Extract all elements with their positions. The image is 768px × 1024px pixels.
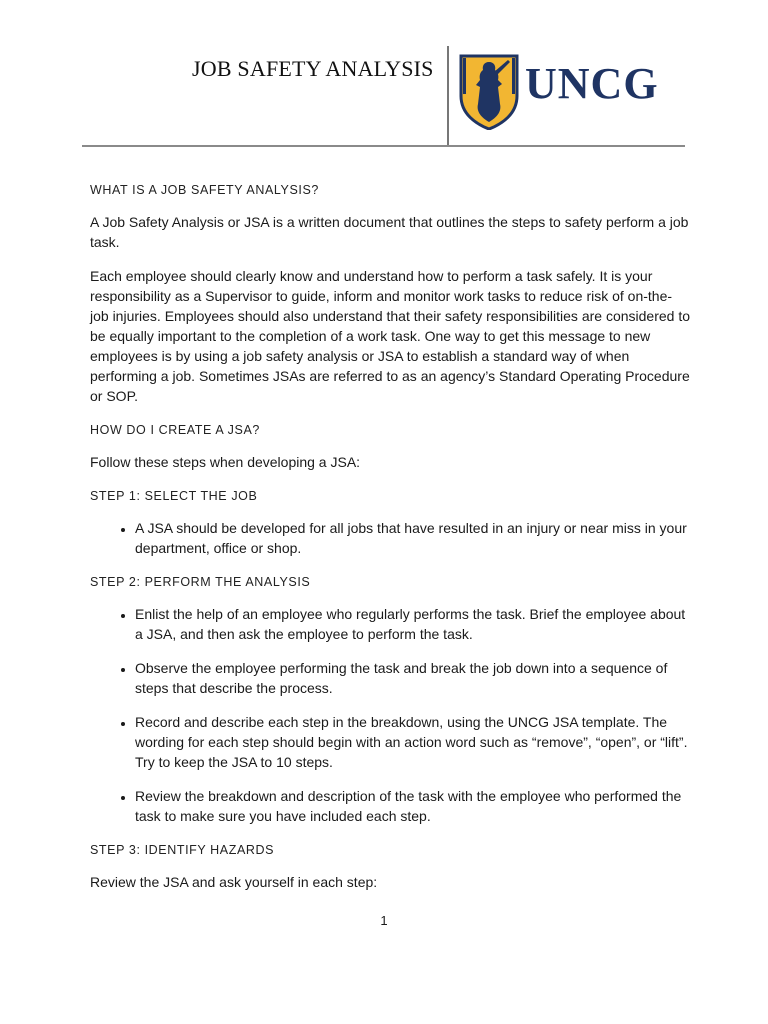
uncg-logo-text: UNCG [525,59,659,108]
document-body [90,180,690,906]
list-item: • Enlist the help of an employee who regularly performs the task. Brief the employee about a JSA, and then ask the employee to perform the task. [135,604,690,644]
step3-heading: STEP 3: IDENTIFY HAZARDS [90,843,275,857]
list-item: • A JSA should be developed for all jobs that have resulted in an injury or near miss in your department, office or shop. [135,518,690,558]
header-divider-horizontal [82,145,685,147]
section-heading-what: WHAT IS A JOB SAFETY ANALYSIS? [90,183,319,197]
list-item: • Record and describe each step in the breakdown, using the UNCG JSA template. The wording for each step should begin with an action word such as “remove”, “open”, or “lift”. Try to keep the JSA to 10 steps. [135,712,690,772]
header-divider-vertical [447,46,449,146]
list-item: • Observe the employee performing the task and break the job down into a sequence of steps that describe the process. [135,658,690,698]
step1-heading: STEP 1: SELECT THE JOB [90,489,258,503]
paragraph: Review the JSA and ask yourself in each step: [90,874,378,890]
step2-heading: STEP 2: PERFORM THE ANALYSIS [90,575,311,589]
paragraph: Each employee should clearly know and understand how to perform a task safely. It is your responsibility as a Supervisor to guide, inform and monitor work tasks to reduce risk of on-the-job injuries. Employees should also understand that their safety responsibilities are considered to be equally important to the completion of a work task. One way to get this message to new employees is by using a job safety analysis or JSA to establish a standard way of when performing a job. Sometimes JSAs are referred to as an agency’s Standard Operating Procedure or SOP. [90,268,691,404]
section-heading-how: HOW DO I CREATE A JSA? [90,423,260,437]
uncg-shield-minerva-icon [458,52,520,130]
document-title: JOB SAFETY ANALYSIS [192,56,434,81]
paragraph: Follow these steps when developing a JSA: [90,454,361,470]
step1-list [90,518,690,558]
step2-list [90,604,690,826]
list-item: • Review the breakdown and description of the task with the employee who performed the task to make sure you have included each step. [135,786,690,826]
page-number: 1 [380,913,388,928]
page-header [82,40,685,148]
paragraph: A Job Safety Analysis or JSA is a written document that outlines the steps to safety perform a job task. [90,214,689,250]
